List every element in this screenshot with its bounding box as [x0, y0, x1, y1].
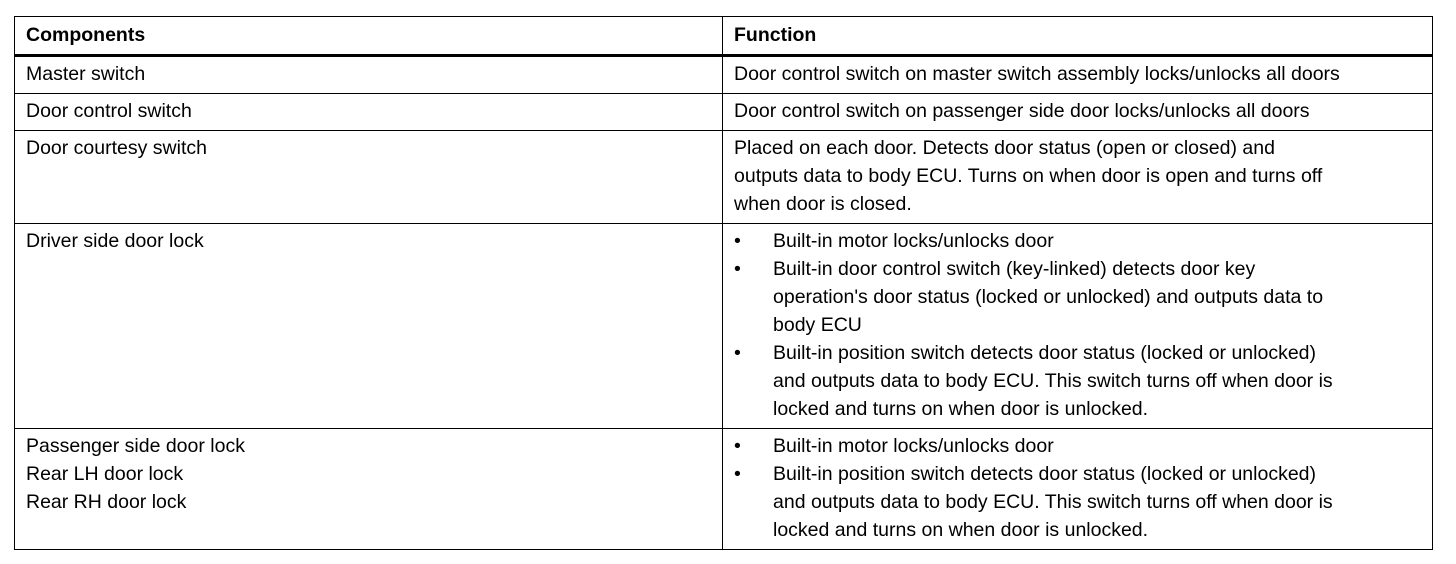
component-cell — [15, 131, 723, 224]
bullet-text-line: Built-in door control switch (key-linked) detects door key — [773, 258, 1256, 280]
function-text-line: outputs data to body ECU. Turns on when door is open and turns off — [734, 165, 1323, 187]
bullet-text-line: Built-in motor locks/unlocks door — [773, 230, 1054, 252]
bullet-text-line: Built-in position switch detects door status (locked or unlocked) — [773, 342, 1317, 364]
function-bullet-list — [734, 227, 1422, 423]
function-bullet — [734, 432, 1422, 460]
bullet-text-line: body ECU — [773, 314, 862, 336]
header-components: Components — [15, 17, 723, 56]
function-cell — [723, 56, 1433, 94]
bullet-text-line: Built-in motor locks/unlocks door — [773, 435, 1054, 457]
function-cell — [723, 224, 1433, 429]
component-name: Driver side door lock — [26, 230, 204, 252]
bullet-dot: • — [734, 230, 741, 252]
function-cell — [723, 429, 1433, 550]
table-row — [15, 131, 1433, 224]
component-name: Door control switch — [26, 100, 192, 122]
bullet-dot: • — [734, 258, 741, 280]
bullet-text-line: locked and turns on when door is unlocked. — [773, 398, 1149, 420]
table-row — [15, 94, 1433, 131]
function-text: Door control switch on master switch assembly locks/unlocks all doors — [734, 63, 1340, 85]
function-bullet — [734, 227, 1422, 255]
bullet-text-line: and outputs data to body ECU. This switch turns off when door is — [773, 491, 1333, 513]
function-text-line: when door is closed. — [734, 193, 912, 215]
component-cell — [15, 94, 723, 131]
bullet-dot: • — [734, 463, 741, 485]
component-name: Master switch — [26, 63, 146, 85]
header-function: Function — [723, 17, 1433, 56]
component-cell — [15, 429, 723, 550]
function-bullet — [734, 339, 1422, 423]
bullet-text-line: locked and turns on when door is unlocked. — [773, 519, 1149, 541]
function-bullet — [734, 255, 1422, 339]
component-name: Rear RH door lock — [26, 491, 187, 513]
component-cell — [15, 224, 723, 429]
component-name: Door courtesy switch — [26, 137, 207, 159]
component-name: Rear LH door lock — [26, 463, 184, 485]
function-bullet — [734, 460, 1422, 544]
table-row — [15, 429, 1433, 550]
component-name: Passenger side door lock — [26, 435, 245, 457]
bullet-dot: • — [734, 342, 741, 364]
bullet-text-line: and outputs data to body ECU. This switch turns off when door is — [773, 370, 1333, 392]
components-function-table — [14, 16, 1433, 550]
bullet-dot: • — [734, 435, 741, 457]
function-cell — [723, 131, 1433, 224]
table-header-row — [15, 17, 1433, 56]
table-row — [15, 56, 1433, 94]
function-text-line: Placed on each door. Detects door status (open or closed) and — [734, 137, 1275, 159]
bullet-text-line: operation's door status (locked or unlocked) and outputs data to — [773, 286, 1324, 308]
table-row — [15, 224, 1433, 429]
bullet-text-line: Built-in position switch detects door status (locked or unlocked) — [773, 463, 1317, 485]
function-text: Door control switch on passenger side door locks/unlocks all doors — [734, 100, 1310, 122]
function-bullet-list — [734, 432, 1422, 544]
function-cell — [723, 94, 1433, 131]
component-cell — [15, 56, 723, 94]
